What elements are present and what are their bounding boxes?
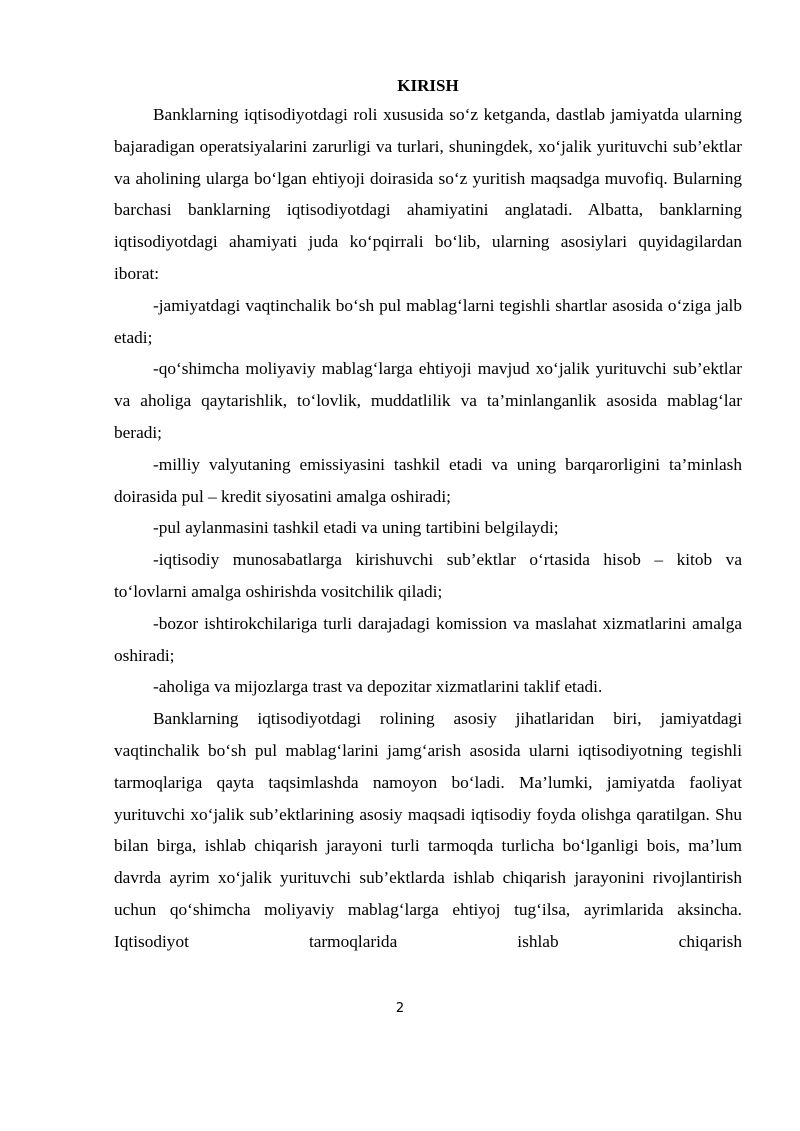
- list-item-commission-services: -bozor ishtirokchilariga turli darajadagi komission va maslahat xizmatlarini amalga oshiradi;: [114, 613, 742, 665]
- page-number: 2: [395, 1001, 405, 1016]
- list-item-trust-services: -aholiga va mijozlarga trast va depozitar xizmatlarini taklif etadi.: [153, 677, 603, 697]
- list-item-attract-funds: -jamiyatdagi vaqtinchalik bo‘sh pul mablag‘larni tegishli shartlar asosida o‘ziga jalb etadi;: [114, 295, 742, 347]
- list-item-settlements: -iqtisodiy munosabatlarga kirishuvchi sub’ektlar o‘rtasida hisob – kitob va to‘lovlarni amalga oshirishda vositchilik qiladi;: [114, 550, 742, 601]
- document-page: [114, 73, 742, 958]
- paragraph-intro: Banklarning iqtisodiyotdagi roli xususida so‘z ketganda, dastlab jamiyatda ularning bajaradigan operatsiyalarini zarurligi va turlari, shuningdek, xo‘jalik yurituvchi sub’ektlar va aholining ularga bo‘lgan ehtiyoji doirasida so‘z yuritish maqsadga muvofiq. Bularning barchasi banklarning iqtisodiyotdagi ahamiyatini anglatadi. Albatta, banklarning iqtisodiyotdagi ahamiyati juda ko‘pqirrali bo‘lib, ularning asosiylari quyidagilardan iborat:: [114, 105, 742, 283]
- paragraph-role-of-banks: Banklarning iqtisodiyotdagi rolining asosiy jihatlaridan biri, jamiyatdagi vaqtinchalik bo‘sh pul mablag‘larini jamg‘arish asosida ularni iqtisodiyotning tegishli tarmoqlariga qayta taqsimlashda namoyon bo‘ladi. Ma’lumki, jamiyatda faoliyat yurituvchi xo‘jalik sub’ektlarining asosiy maqsadi iqtisodiy foyda olishga qaratilgan. Shu bilan birga, ishlab chiqarish jarayoni turli tarmoqda turlicha bo‘lganligi bois, ma’lum davrda ayrim xo‘jalik yurituvchi sub’ektlarda ishlab chiqarish jarayonini rivojlantirish uchun qo‘shimcha moliyaviy mablag‘larga ehtiyoj tug‘ilsa, ayrimlarida aksincha. Iqtisodiyot tarmoqlarida ishlab chiqarish: [114, 709, 742, 951]
- list-item-emission: -milliy valyutaning emissiyasini tashkil etadi va uning barqarorligini ta’minlash doirasida pul – kredit siyosatini amalga oshiradi;: [114, 454, 742, 506]
- list-item-provide-funds: -qo‘shimcha moliyaviy mablag‘larga ehtiyoji mavjud xo‘jalik yurituvchi sub’ektlar va aholiga qaytarishlik, to‘lovlik, muddatlilik va ta’minlanganlik asosida mablag‘lar beradi;: [114, 359, 742, 442]
- list-item-money-circulation: -pul aylanmasini tashkil etadi va uning tartibini belgilaydi;: [153, 518, 559, 538]
- page-title: KIRISH: [397, 76, 459, 95]
